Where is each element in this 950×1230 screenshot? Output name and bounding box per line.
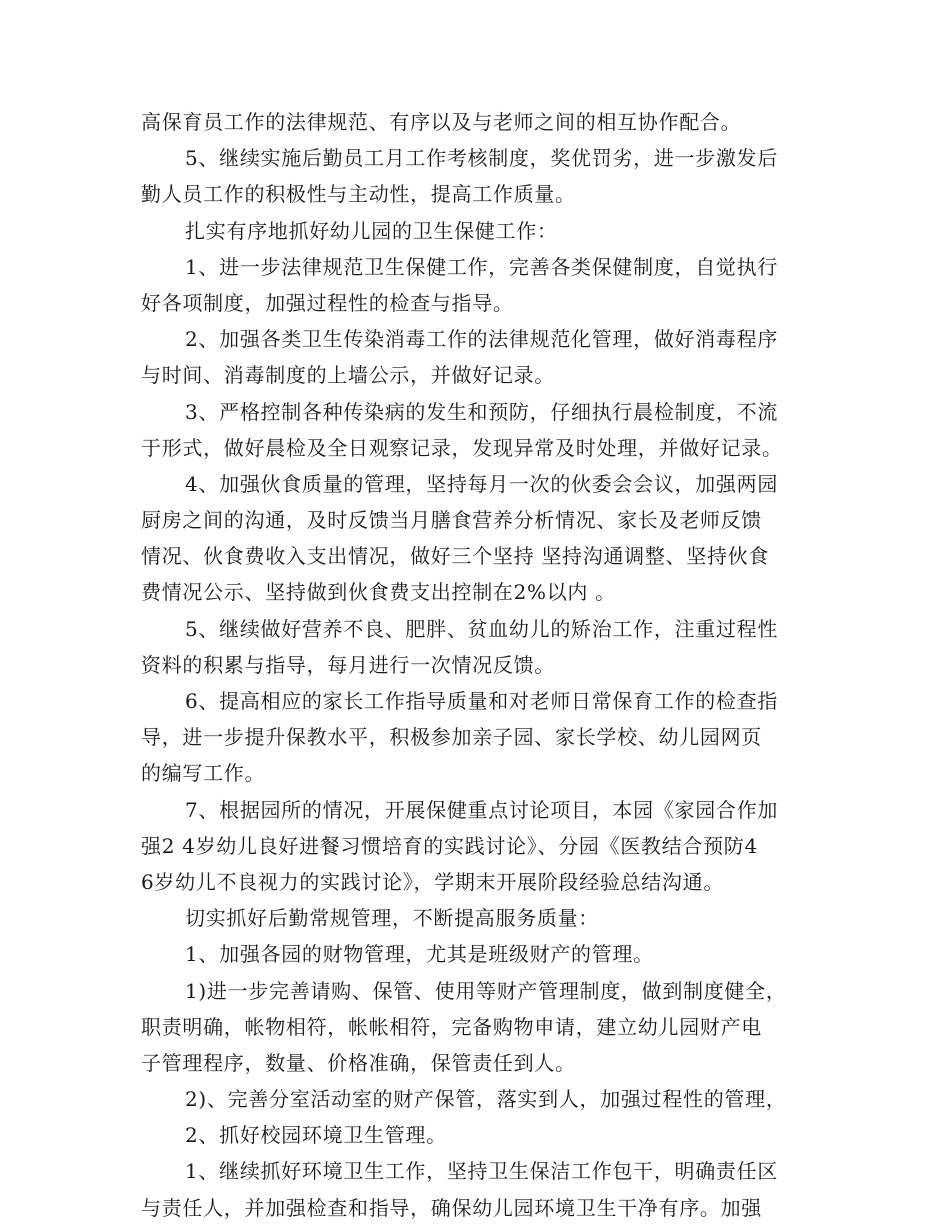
text-line: 6、提高相应的家长工作指导质量和对老师日常保育工作的检查指 [185, 689, 779, 713]
text-line: 导，进一步提升保教水平，积极参加亲子园、家长学校、幼儿园网页 [141, 725, 762, 750]
text-line: 与责任人，并加强检查和指导，确保幼儿园环境卫生干净有序。加强 [141, 1195, 762, 1220]
text-line: 5、继续实施后勤员工月工作考核制度，奖优罚劣，进一步激发后 [185, 146, 779, 171]
text-line: 勤人员工作的积极性与主动性，提高工作质量。 [141, 182, 576, 207]
text-line: 2、加强各类卫生传染消毒工作的法律规范化管理，做好消毒程序 [185, 327, 779, 352]
text-line: 1)进一步完善请购、保管、使用等财产管理制度，做到制度健全， [185, 978, 787, 1003]
text-line: 厨房之间的沟通，及时反馈当月膳食营养分析情况、家长及老师反馈 [141, 508, 762, 533]
text-line: 切实抓好后勤常规管理，不断提高服务质量： [185, 906, 599, 931]
text-line: 1、进一步法律规范卫生保健工作，完善各类保健制度，自觉执行 [185, 254, 779, 279]
text-line: 6岁幼儿不良视力的实践讨论》，学期末开展阶段经验总结沟通。 [141, 869, 725, 894]
document-body [141, 104, 811, 1226]
text-line: 子管理程序，数量、价格准确，保管责任到人。 [141, 1050, 576, 1075]
text-line: 资料的积累与指导，每月进行一次情况反馈。 [141, 652, 555, 677]
text-line: 2)、完善分室活动室的财产保管，落实到人，加强过程性的管理， [185, 1087, 787, 1112]
text-line: 职责明确，帐物相符，帐帐相符，完备购物申请，建立幼儿园财产电 [141, 1014, 762, 1039]
text-line: 7、根据园所的情况，开展保健重点讨论项目，本园《家园合作加 [185, 797, 779, 822]
text-line: 强2 4岁幼儿良好进餐习惯培育的实践讨论》、分园《医教结合预防4 [141, 833, 758, 858]
text-line: 高保育员工作的法律规范、有序以及与老师之间的相互协作配合。 [141, 110, 742, 134]
text-line: 扎实有序地抓好幼儿园的卫生保健工作： [185, 218, 558, 243]
text-line: 好各项制度，加强过程性的检查与指导。 [141, 290, 514, 315]
text-line: 的编写工作。 [141, 761, 266, 786]
text-line: 1、加强各园的财物管理，尤其是班级财产的管理。 [185, 942, 654, 967]
text-line: 情况、伙食费收入支出情况，做好三个坚持 坚持沟通调整、坚持伙食 [141, 544, 770, 569]
text-line: 5、继续做好营养不良、肥胖、贫血幼儿的矫治工作，注重过程性 [185, 616, 779, 641]
text-line: 于形式，做好晨检及全日观察记录，发现异常及时处理，并做好记录。 [141, 435, 783, 460]
text-line: 费情况公示、坚持做到伙食费支出控制在2%以内 。 [141, 580, 616, 605]
text-line: 与时间、消毒制度的上墙公示，并做好记录。 [141, 363, 555, 388]
text-line: 1、继续抓好环境卫生工作，坚持卫生保洁工作包干，明确责任区 [185, 1159, 779, 1184]
text-line: 3、严格控制各种传染病的发生和预防，仔细执行晨检制度，不流 [185, 399, 779, 424]
text-line: 4、加强伙食质量的管理，坚持每月一次的伙委会会议，加强两园 [185, 471, 779, 496]
text-line: 2、抓好校园环境卫生管理。 [185, 1123, 447, 1148]
